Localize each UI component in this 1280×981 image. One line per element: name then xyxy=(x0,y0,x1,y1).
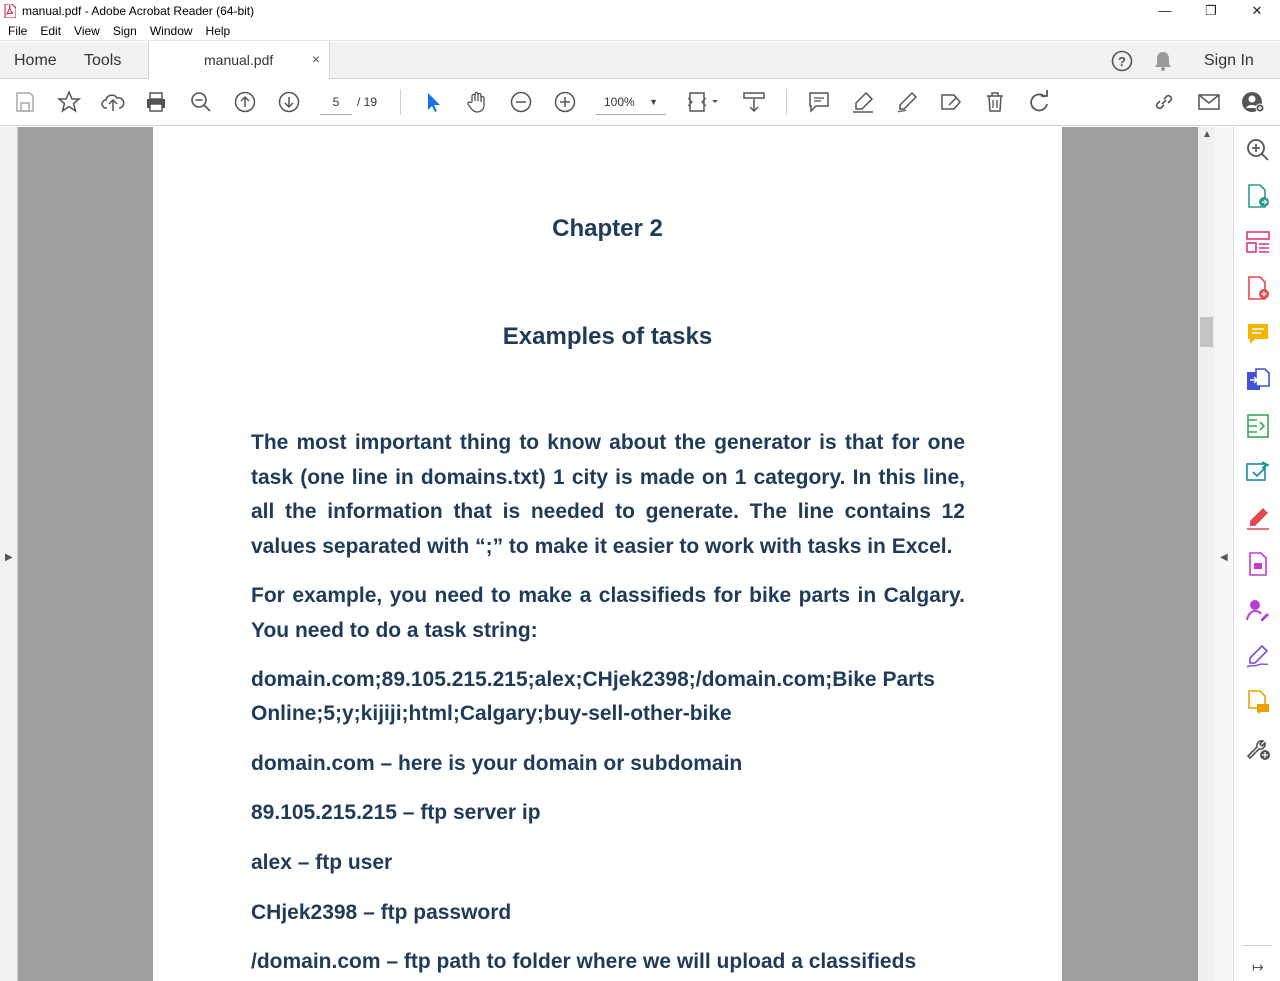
right-tools-rail xyxy=(1235,127,1280,981)
tab-home[interactable]: Home xyxy=(14,52,57,69)
draw-pencil-icon[interactable] xyxy=(894,89,920,115)
pdf-page xyxy=(153,127,1062,981)
expand-left-panel-icon[interactable]: ▶ xyxy=(5,552,13,563)
section-heading: Examples of tasks xyxy=(502,323,713,350)
definition-domain: domain.com – here is your domain or subdomain xyxy=(251,752,743,775)
delete-trash-icon[interactable] xyxy=(982,89,1008,115)
highlight-pen-icon[interactable] xyxy=(850,89,876,115)
more-tools-icon[interactable] xyxy=(1245,735,1271,761)
email-envelope-icon[interactable] xyxy=(1196,89,1222,115)
toolbar-divider xyxy=(400,89,401,115)
chapter-title: Chapter 2 xyxy=(552,215,663,242)
tab-bar xyxy=(0,42,1280,79)
window-title: manual.pdf - Adobe Acrobat Reader (64-bit) xyxy=(22,3,255,18)
collapse-right-panel-icon[interactable]: ◀ xyxy=(1220,552,1228,563)
svg-text:?: ? xyxy=(1118,53,1126,69)
save-icon[interactable] xyxy=(12,89,38,115)
document-viewer[interactable] xyxy=(18,127,1198,981)
right-panel-toggle[interactable] xyxy=(1215,127,1234,981)
vertical-scrollbar[interactable] xyxy=(1198,127,1215,981)
task-string-line-1: domain.com;89.105.215.215;alex;CHjek2398;/domain.com;Bike Parts xyxy=(251,668,935,691)
select-cursor-icon[interactable] xyxy=(420,89,446,115)
maximize-button[interactable]: ❐ xyxy=(1205,2,1217,18)
menu-help[interactable]: Help xyxy=(205,23,231,38)
add-user-icon[interactable] xyxy=(1240,89,1266,115)
upload-cloud-icon[interactable] xyxy=(100,89,126,115)
zoom-dropdown-icon: ▼ xyxy=(649,97,658,107)
definition-ftp-user: alex – ftp user xyxy=(251,851,393,874)
close-tab-button[interactable]: × xyxy=(311,51,320,67)
zoom-level-value: 100% xyxy=(604,95,635,109)
export-convert-icon[interactable] xyxy=(1245,459,1271,485)
comment-tool-icon[interactable] xyxy=(1245,321,1271,347)
definition-ftp-password: CHjek2398 – ftp password xyxy=(251,901,512,924)
close-window-button[interactable]: ✕ xyxy=(1251,2,1263,18)
tab-document[interactable] xyxy=(148,42,330,80)
acrobat-pdf-icon xyxy=(4,4,16,18)
page-number-input[interactable]: 5 xyxy=(320,91,352,115)
definition-ftp-ip: 89.105.215.215 – ftp server ip xyxy=(251,801,541,824)
edit-pdf-icon[interactable] xyxy=(1245,551,1271,577)
menu-file[interactable]: File xyxy=(8,23,28,38)
print-icon[interactable] xyxy=(143,89,169,115)
help-icon[interactable] xyxy=(1110,42,1134,79)
create-pdf-icon[interactable] xyxy=(1245,275,1271,301)
paragraph-intro: The most important thing to know about the generator is that for one task (one line in domains.txt) 1 city is made on 1 category. In this line, all the information that is needed to generate. The line contains 12 values separated with “;” to make it easier to work with tasks in Excel. xyxy=(251,431,965,558)
paragraph-example: For example, you need to make a classifieds for bike parts in Calgary. You need to do a task string: xyxy=(251,584,965,642)
sign-in-link[interactable]: Sign In xyxy=(1204,52,1254,69)
search-zoom-icon[interactable] xyxy=(1245,137,1271,163)
hand-tool-icon[interactable] xyxy=(464,89,490,115)
rail-divider xyxy=(1242,945,1272,946)
scroll-mode-icon[interactable] xyxy=(741,89,767,115)
toolbar xyxy=(0,79,1280,126)
request-signature-icon[interactable] xyxy=(1245,597,1271,623)
document-tab-label: manual.pdf xyxy=(204,52,274,68)
next-page-icon[interactable] xyxy=(276,89,302,115)
page-fit-icon[interactable] xyxy=(685,89,721,115)
left-navigation-strip[interactable] xyxy=(0,127,18,981)
compress-pdf-icon[interactable] xyxy=(1245,413,1271,439)
comment-icon[interactable] xyxy=(806,89,832,115)
menu-window[interactable]: Window xyxy=(149,23,193,38)
menu-view[interactable]: View xyxy=(74,23,100,38)
combine-files-icon[interactable] xyxy=(1245,367,1271,393)
scroll-up-icon[interactable]: ▲ xyxy=(1202,129,1212,140)
redo-icon[interactable] xyxy=(1026,89,1052,115)
zoom-in-icon[interactable] xyxy=(552,89,578,115)
previous-page-icon[interactable] xyxy=(232,89,258,115)
edit-tag-icon[interactable] xyxy=(938,89,964,115)
collapse-rail-icon[interactable]: ↦ xyxy=(1252,959,1264,975)
toolbar-divider xyxy=(786,89,787,115)
scrollbar-thumb[interactable] xyxy=(1200,317,1213,347)
zoom-out-icon[interactable] xyxy=(508,89,534,115)
send-for-comments-icon[interactable] xyxy=(1245,689,1271,715)
organize-pages-icon[interactable] xyxy=(1245,229,1271,255)
definition-ftp-path: /domain.com – ftp path to folder where we will upload a classifieds xyxy=(251,950,917,973)
share-link-icon[interactable] xyxy=(1151,89,1177,115)
tab-tools[interactable]: Tools xyxy=(84,52,122,69)
menu-bar xyxy=(0,21,1280,41)
notifications-bell-icon[interactable] xyxy=(1152,42,1174,79)
menu-sign[interactable]: Sign xyxy=(112,23,137,38)
task-string-line-2: Online;5;y;kijiji;html;Calgary;buy-sell-other-bike xyxy=(251,702,732,725)
menu-edit[interactable]: Edit xyxy=(40,23,62,38)
title-bar xyxy=(0,0,1280,21)
zoom-out-search-icon[interactable] xyxy=(188,89,214,115)
zoom-level-select[interactable] xyxy=(596,91,666,115)
export-pdf-icon[interactable] xyxy=(1245,183,1271,209)
bookmark-star-icon[interactable] xyxy=(56,89,82,115)
fill-sign-pen-icon[interactable] xyxy=(1245,505,1271,531)
page-total: / 19 xyxy=(357,95,378,109)
sign-pen-icon[interactable] xyxy=(1245,643,1271,669)
minimize-button[interactable]: — xyxy=(1158,3,1172,18)
